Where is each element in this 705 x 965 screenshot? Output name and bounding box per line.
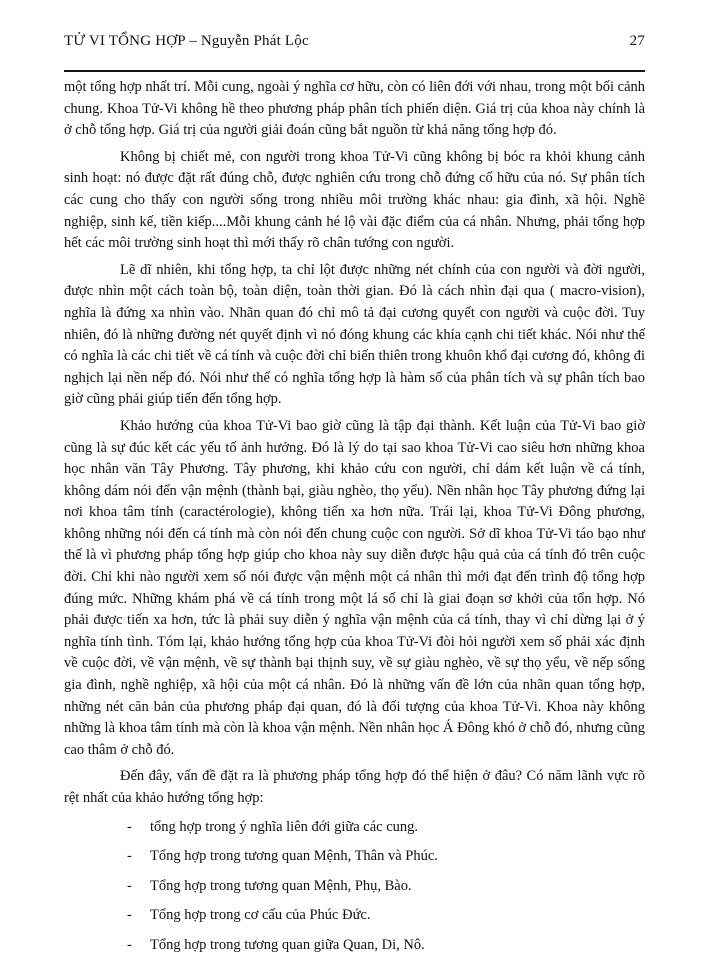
dash-marker: - bbox=[127, 936, 132, 953]
dash-marker: - bbox=[127, 877, 132, 894]
list-item bbox=[64, 846, 645, 868]
list-item-text: Tổng hợp trong tương quan Mệnh, Thân và Phúc. bbox=[150, 848, 438, 865]
bullet-list bbox=[64, 817, 645, 957]
list-item-text: Tổng hợp trong tương quan Mệnh, Phụ, Bào. bbox=[150, 877, 412, 894]
list-item-text: Tổng hợp trong cơ cấu của Phúc Đức. bbox=[150, 907, 371, 924]
list-item bbox=[64, 817, 645, 839]
dash-marker: - bbox=[127, 848, 132, 865]
list-item bbox=[64, 876, 645, 898]
list-item-text: Tổng hợp trong tương quan giữa Quan, Di, Nô. bbox=[150, 936, 425, 953]
paragraph-3: Lẽ dĩ nhiên, khi tổng hợp, ta chỉ lột được những nét chính của con người và đời người, được nhìn một cách toàn bộ, toàn diện, toàn thời gian. Đó là cách nhìn đại qua ( macro-vision), nghĩa là đứng xa nhìn vào. Nhãn quan đó chỉ mô tả đại cương quyết con người và cuộc đời. Tuy nhiên, đó là những đường nét quyết định vì nó đóng khung các khía cạnh chi tiết khác. Nói như thế có nghĩa là các chi tiết về cá tính và cuộc đời chỉ biến thiên trong khuôn khổ đại cương đó, không đi nghịch lại nền nếp đó. Nói như thế có nghĩa tổng hợp là hàm số của phân tích và sự phân tích bao giờ cũng phải giúp tiến đến tổng hợp. bbox=[64, 261, 645, 408]
dash-marker: - bbox=[127, 907, 132, 924]
paragraph-4: Khảo hướng của khoa Tử-Vi bao giờ cũng là tập đại thành. Kết luận của Tử-Vi bao giờ cũng là sự đúc kết các yếu tố ảnh hưởng. Đó là lý do tại sao khoa Tử-Vi cao siêu hơn những khoa học nhân văn Tây Phương. Tây phương, khi khảo cứu con người, chỉ dám kết luận về cá tính, không dám nói đến vận mệnh (thành bại, giàu nghèo, thọ yểu). Nền nhân học Tây phương đứng lại nơi khoa tâm tính (caractérologie), không tiến xa hơn nữa. Trái lại, khoa Tử-Vi Đông phương, không những nói đến cá tính mà còn nói đến chung cuộc con người. Sở dĩ khoa Tử-Vi táo bạo như thế là vì phương pháp tổng hợp giúp cho khoa này suy diễn được hậu quả của cá tính đó trên cuộc đời. Chỉ khi nào người xem số nói được vận mệnh một cá nhân thì mới đạt đến trình độ tổng hợp đúng mức. Những khám phá về cá tính trong một lá số chỉ là giai đoạn sơ khởi của tổn hợp. Nó phải được tiến xa hơn, tức là phải suy diễn ý nghĩa vận mệnh của cá tính, thay vì chỉ dừng lại ở ý nghĩa tính tình. Tóm lại, khảo hướng tổng hợp của khoa Tử-Vi đòi hỏi người xem số phải xác định về cuộc đời, về vận mệnh, về sự thành bại thịnh suy, về sự giàu nghèo, về sự thọ yểu, về nếp sống gia đình, nghề nghiệp, xã hội của một cá nhân. Đó là những vấn đề lớn của nhãn quan tổng hợp, những nét căn bản của phương pháp đại quan, đó là đối tượng của khoa Tử-Vi. Khoa này không những là khoa tâm tính mà còn là khoa vận mệnh. Nền nhân học Á Đông khó ở chỗ đó, nhưng cũng cao thâm ở chỗ đó. bbox=[64, 417, 645, 758]
list-item bbox=[64, 935, 645, 957]
running-title: TỬ VI TỔNG HỢP – Nguyễn Phát Lộc bbox=[64, 33, 309, 49]
body-text bbox=[64, 77, 645, 965]
paragraph-1: một tổng hợp nhất trí. Mỗi cung, ngoài ý nghĩa cơ hữu, còn có liên đới với nhau, trong một bối cảnh chung. Khoa Tử-Vi không hề theo phương pháp phân tích phiến diện. Giá trị của khoa này chính là ở chỗ tổng hợp. Giá trị của người giải đoán cũng bắt nguồn từ khả năng tổng hợp đó. bbox=[64, 79, 645, 139]
dash-marker: - bbox=[127, 818, 132, 835]
page-number: 27 bbox=[629, 33, 645, 49]
page-header bbox=[64, 33, 645, 50]
paragraph-2: Không bị chiết mẻ, con người trong khoa Tử-Vi cũng không bị bóc ra khỏi khung cảnh sinh hoạt: nó được đặt rất đúng chỗ, được nghiên cứu trong chỗ đứng cố hữu của nó. Sự phân tích các cung cho thấy con người sống trong nhiều môi trường khác nhau: gia đình, xã hội. Nghề nghiệp, sinh kế, tiền kiếp....Mỗi khung cảnh hé lộ vài đặc điểm của cá nhân. Nhưng, phải tổng hợp hết các môi trường sinh hoạt thì mới thấy rõ chân tướng con người. bbox=[64, 148, 645, 252]
header-rule bbox=[64, 70, 645, 72]
list-item-text: tổng hợp trong ý nghĩa liên đới giữa các cung. bbox=[150, 818, 419, 835]
list-item bbox=[64, 905, 645, 927]
paragraph-5: Đến đây, vấn đề đặt ra là phương pháp tổng hợp đó thể hiện ở đâu? Có năm lãnh vực rõ rệt nhất của khảo hướng tổng hợp: bbox=[64, 768, 645, 806]
